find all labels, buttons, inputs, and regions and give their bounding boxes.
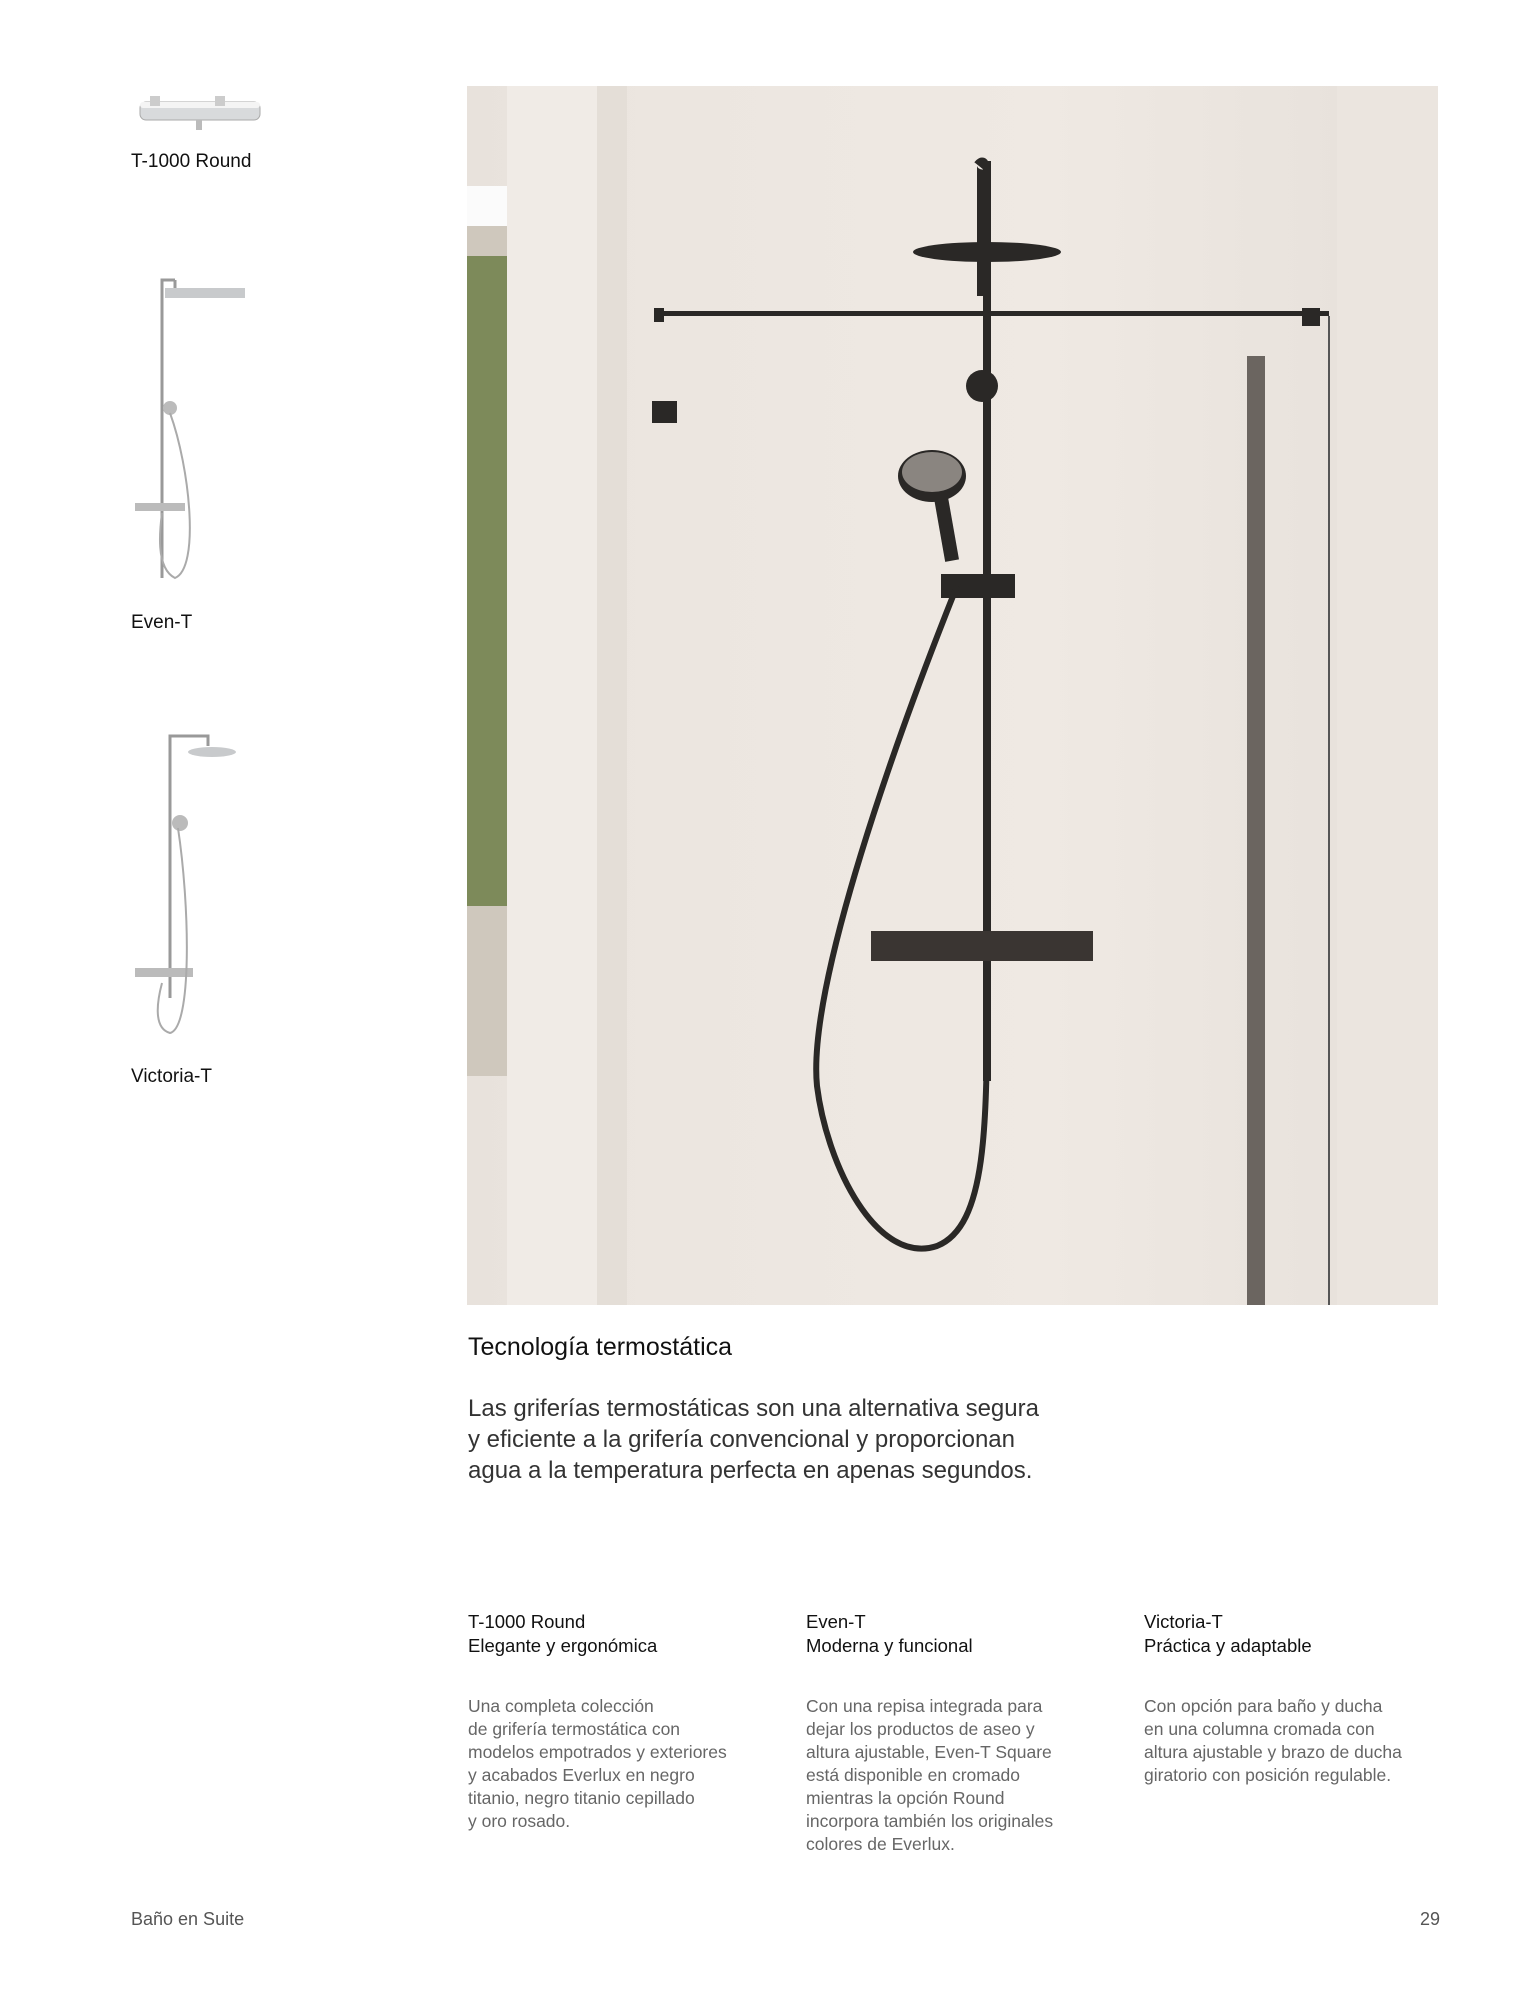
product-column-even-t bbox=[806, 1610, 1126, 1856]
page-number: 29 bbox=[1419, 1909, 1440, 1929]
product-label-even-t: Even-T bbox=[131, 612, 193, 633]
column-product-name: Victoria-T bbox=[1144, 1611, 1223, 1632]
column-tagline: Práctica y adaptable bbox=[1144, 1635, 1312, 1656]
shower-photo bbox=[467, 86, 1438, 1305]
product-label-t1000: T-1000 Round bbox=[131, 151, 252, 172]
t1000-round-thumbnail bbox=[130, 86, 270, 136]
column-body: Una completa colección de grifería termostática con modelos empotrados y exteriores y acabados Everlux en negro titanio, negro titanio cepillado y oro rosado. bbox=[468, 1696, 727, 1831]
footer-section-name: Baño en Suite bbox=[131, 1909, 245, 1929]
even-t-thumbnail bbox=[130, 268, 250, 588]
column-tagline: Elegante y ergonómica bbox=[468, 1635, 658, 1656]
column-body: Con una repisa integrada para dejar los productos de aseo y altura ajustable, Even-T Square está disponible en cromado mientras la opción Round incorpora también los originales colores de Everlux. bbox=[806, 1696, 1054, 1854]
victoria-t-thumbnail bbox=[130, 728, 250, 1038]
product-column-victoria-t bbox=[1144, 1610, 1464, 1787]
column-product-name: T-1000 Round bbox=[468, 1611, 586, 1632]
product-column-t1000 bbox=[468, 1610, 788, 1833]
section-heading: Tecnología termostática bbox=[468, 1333, 733, 1361]
column-product-name: Even-T bbox=[806, 1611, 866, 1632]
column-body: Con opción para baño y ducha en una columna cromada con altura ajustable y brazo de ducha giratorio con posición regulable. bbox=[1144, 1696, 1402, 1785]
column-tagline: Moderna y funcional bbox=[806, 1635, 973, 1656]
intro-paragraph: Las griferías termostáticas son una alternativa segura y eficiente a la grifería convencional y proporcionan agua a la temperatura perfecta en apenas segundos. bbox=[468, 1395, 1039, 1484]
product-label-victoria-t: Victoria-T bbox=[131, 1066, 212, 1087]
